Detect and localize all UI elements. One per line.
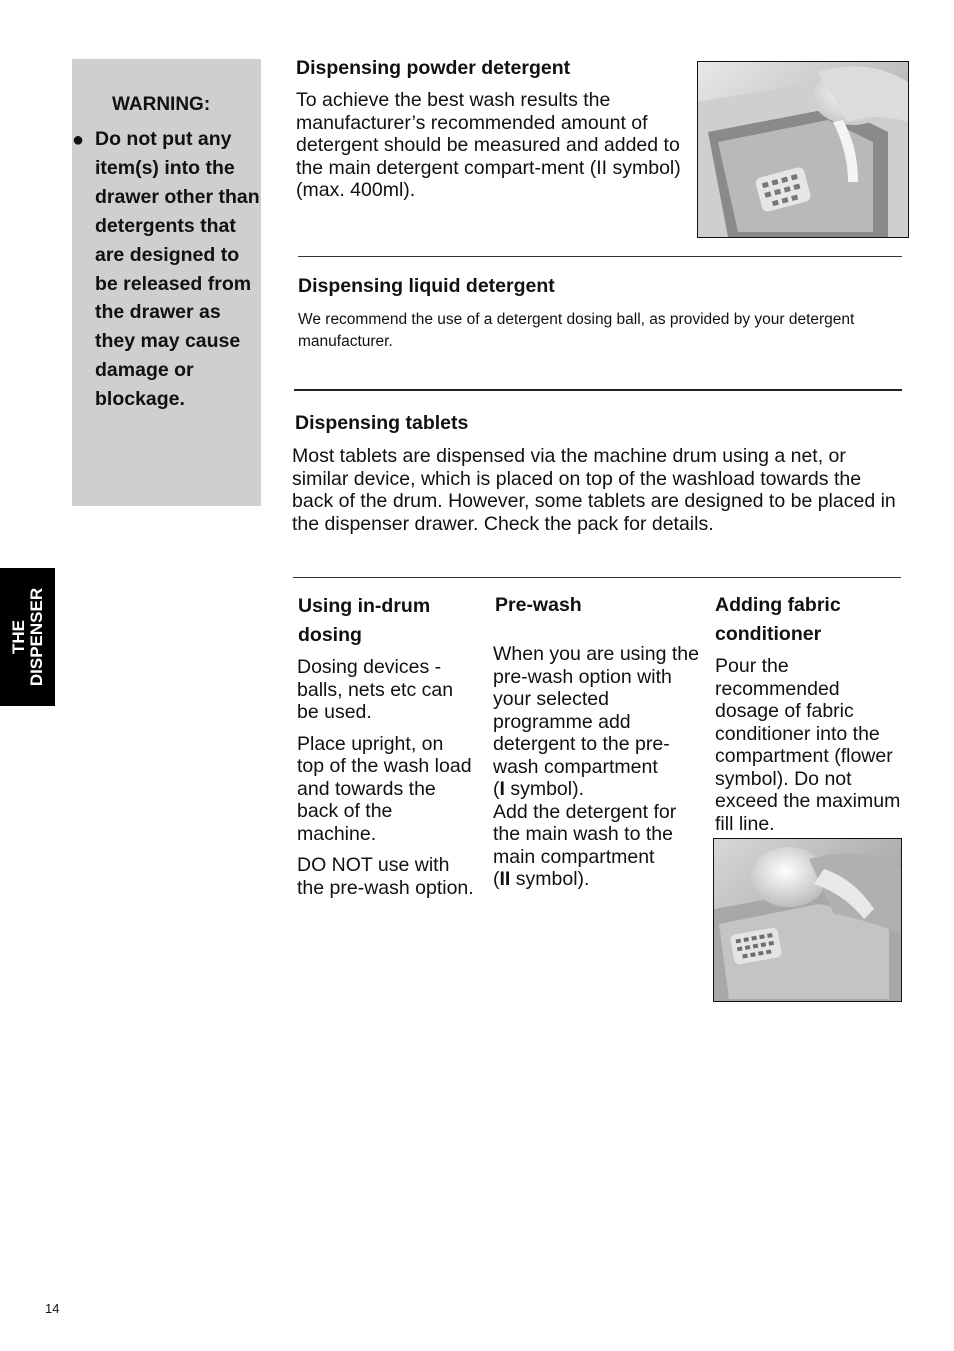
prewash-sym1-open: ( bbox=[493, 778, 500, 800]
powder-body: To achieve the best wash results the manufacturer’s recommended amount of detergent should be measured and added to the main detergent compart-ment (II symbol) (max. 400ml). bbox=[296, 89, 681, 201]
warning-title: WARNING: bbox=[112, 94, 211, 115]
in-drum-para-1: Dosing devices - balls, nets etc can be used. bbox=[297, 656, 454, 723]
section-tab-line2: DISPENSER bbox=[26, 587, 46, 687]
powder-heading: Dispensing powder detergent bbox=[296, 57, 571, 79]
powder-drawer-photo bbox=[697, 61, 909, 238]
conditioner-photo bbox=[713, 838, 902, 1002]
section-tab bbox=[0, 568, 55, 706]
fabric-body: Pour the recommended dosage of fabric conditioner into the compartment (flower symbol). Do not exceed the maximum fill line. bbox=[715, 655, 901, 835]
prewash-sym2-close: symbol). bbox=[510, 868, 590, 890]
warning-bullet: ● bbox=[72, 129, 85, 151]
prewash-sym1-close: symbol). bbox=[504, 778, 585, 800]
in-drum-heading: Using in-drum dosing bbox=[298, 595, 431, 646]
fabric-heading: Adding fabric conditioner bbox=[715, 594, 841, 645]
tablets-heading: Dispensing tablets bbox=[295, 412, 469, 434]
prewash-text-a: When you are using the pre-wash option with your selected programme add detergent to the pre-wash compartment bbox=[493, 643, 699, 778]
prewash-symbol-i: I bbox=[499, 778, 505, 800]
tablets-body: Most tablets are dispensed via the machine drum using a net, or similar device, which is placed on top of the washload towards the back of the drum. However, some tablets are designed to be placed in the dispenser drawer. Check the pack for details. bbox=[292, 445, 896, 535]
divider-2 bbox=[294, 389, 902, 391]
prewash-heading: Pre-wash bbox=[495, 594, 582, 616]
divider-3 bbox=[293, 577, 901, 578]
liquid-body: We recommend the use of a detergent dosing ball, as provided by your detergent manufacturer. bbox=[298, 311, 855, 350]
page-number: 14 bbox=[45, 1301, 60, 1316]
divider-1 bbox=[298, 256, 902, 257]
section-tab-line1: THE bbox=[8, 620, 28, 654]
prewash-body bbox=[493, 643, 703, 891]
warning-text: Do not put any item(s) into the drawer other than detergents that are designed to be released from the drawer as they may cause damage or blockage. bbox=[95, 128, 260, 411]
liquid-heading: Dispensing liquid detergent bbox=[298, 275, 555, 297]
in-drum-para-3: DO NOT use with the pre-wash option. bbox=[297, 854, 474, 899]
prewash-text-b: Add the detergent for the main wash to the main compartment bbox=[493, 800, 677, 868]
prewash-symbol-ii: II bbox=[499, 868, 511, 890]
prewash-sym2-open: ( bbox=[493, 868, 500, 890]
in-drum-para-2: Place upright, on top of the wash load and towards the back of the machine. bbox=[297, 732, 472, 845]
